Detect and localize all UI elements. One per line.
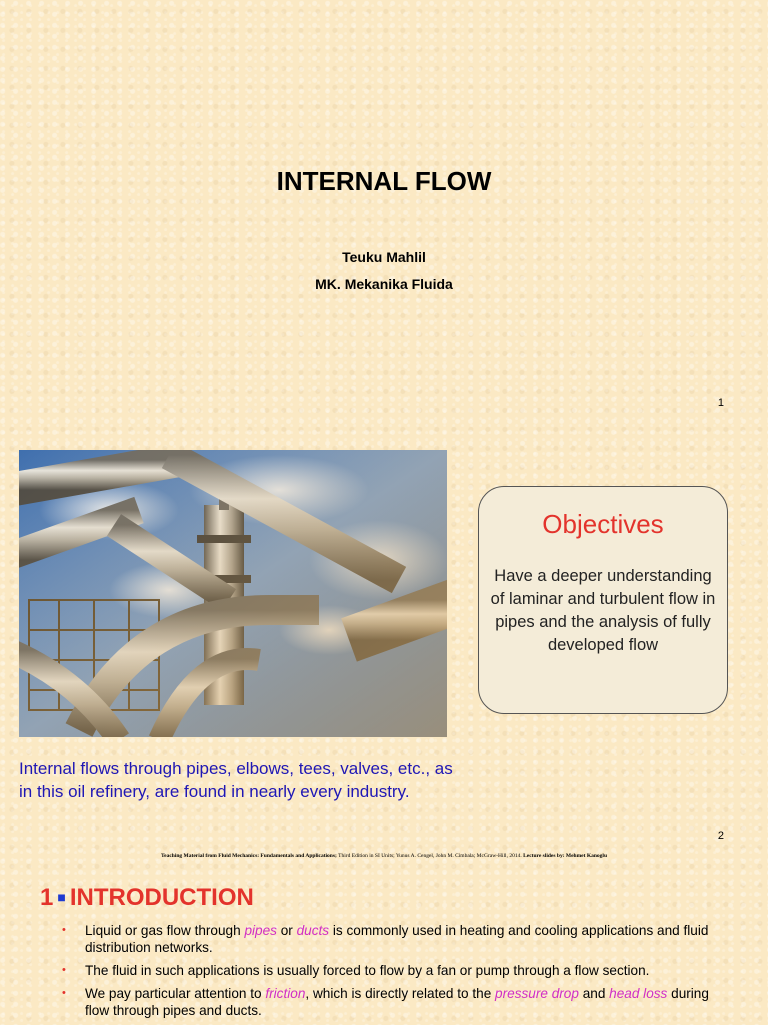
section-number: 1: [40, 884, 54, 911]
page-number-2: 2: [717, 830, 724, 842]
author-name: Teuku Mahlil: [342, 249, 426, 265]
course-name: MK. Mekanika Fluida: [315, 276, 453, 292]
bullet-item: [62, 922, 722, 956]
bullet-item: [62, 962, 722, 979]
objectives-box: [478, 486, 728, 714]
section-marker: ■: [57, 889, 66, 905]
highlight-term: friction: [265, 986, 306, 1001]
bullet-text: The fluid in such applications is usually forced to flow by a fan or pump through a flow section.: [85, 963, 650, 978]
objectives-text: Have a deeper understanding of laminar and turbulent flow in pipes and the analysis of fully developed flow: [490, 567, 716, 654]
bullet-dot: •: [62, 924, 66, 936]
slide-title: INTERNAL FLOW: [276, 166, 492, 196]
bullet-text: Liquid or gas flow through: [85, 923, 245, 938]
photo-caption: Internal flows through pipes, elbows, tees, valves, etc., as in this oil refinery, are found in nearly every industry.: [19, 759, 453, 801]
bullet-text: during flow through pipes and ducts.: [85, 986, 709, 1018]
credit-mid: Third Edition in SI Units; Yunus A. Cengel, John M. Cimbala; McGraw-Hill, 2014.: [336, 853, 524, 859]
bullet-text: or: [276, 923, 297, 938]
highlight-term: ducts: [296, 923, 330, 938]
source-credit: [0, 853, 768, 859]
bullet-text: is commonly used in heating and cooling applications and fluid distribution networks.: [85, 923, 709, 955]
credit-tail: Lecture slides by: Mehmet Kanoglu: [523, 853, 607, 859]
oil-refinery-photo: [19, 450, 447, 737]
intro-bullet-list: [62, 922, 722, 1025]
page-number-1: 1: [717, 397, 724, 409]
highlight-term: pipes: [244, 923, 277, 938]
section-heading: [40, 884, 254, 912]
objectives-title: Objectives: [542, 509, 664, 539]
bullet-text: , which is directly related to the: [305, 986, 496, 1001]
bullet-text: We pay particular attention to: [85, 986, 266, 1001]
bullet-dot: •: [62, 987, 66, 999]
bullet-text: and: [578, 986, 610, 1001]
section-title: INTRODUCTION: [69, 884, 254, 911]
highlight-term: pressure drop: [495, 986, 579, 1001]
credit-lead: Teaching Material from Fluid Mechanics: Fundamentals and Applications;: [160, 853, 337, 859]
bullet-item: [62, 985, 722, 1019]
bullet-dot: •: [62, 964, 66, 976]
highlight-term: head loss: [609, 986, 668, 1001]
